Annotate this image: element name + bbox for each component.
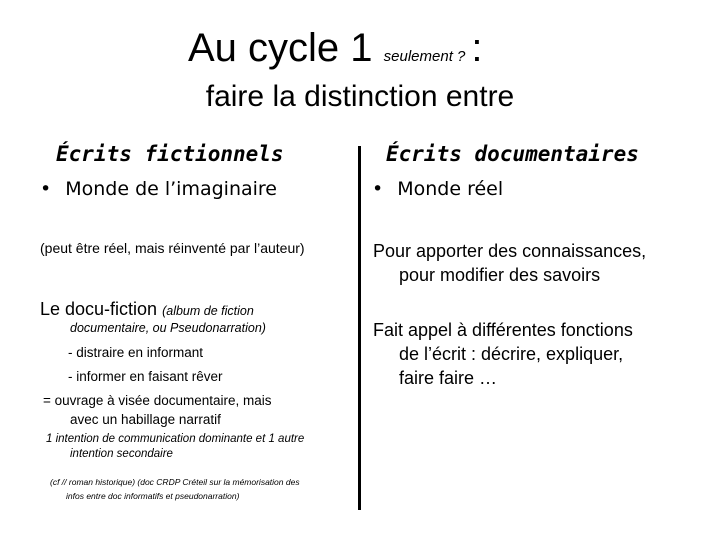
intention-2: intention secondaire: [70, 448, 173, 460]
slide-title: [188, 26, 483, 79]
docu-label: Le docu-fiction: [40, 299, 158, 319]
column-divider: [358, 146, 361, 510]
right-paragraph-2: [373, 318, 703, 390]
intention-1: 1 intention de communication dominante et 1 autre: [46, 433, 305, 445]
right-p2-line1: Fait appel à différentes fonctions: [373, 320, 633, 340]
line-distraire: - distraire en informant: [68, 345, 204, 360]
left-heading: Écrits fictionnels: [56, 142, 284, 166]
line-ouvrage-1: = ouvrage à visée documentaire, mais: [43, 393, 272, 408]
right-p2-line2: de l’écrit : décrire, expliquer,: [399, 344, 624, 364]
left-bullet-text: Monde de l’imaginaire: [65, 178, 277, 200]
left-bullet: [40, 178, 277, 200]
right-p2-line3: faire faire …: [399, 368, 498, 388]
title-colon: :: [471, 26, 483, 70]
line-informer: - informer en faisant rêver: [68, 369, 223, 384]
docu-small-1: (album de fiction: [162, 304, 254, 318]
right-bullet-text: Monde réel: [397, 178, 504, 200]
bullet-icon: •: [372, 178, 384, 200]
bullet-icon: •: [40, 178, 52, 200]
reference-1: (cf // roman historique) (doc CRDP Créteil sur la mémorisation des: [50, 477, 300, 487]
title-main: Au cycle 1: [188, 26, 373, 70]
title-small: seulement ?: [383, 48, 466, 65]
left-paren-note: (peut être réel, mais réinventé par l’auteur): [40, 240, 305, 256]
right-heading: Écrits documentaires: [386, 142, 639, 166]
docu-small-2: documentaire, ou Pseudonarration): [70, 321, 266, 335]
slide-subtitle: faire la distinction entre: [205, 80, 515, 113]
docu-fiction-line: [40, 299, 254, 320]
right-p1-line2: pour modifier des savoirs: [399, 265, 601, 285]
right-paragraph-1: [373, 239, 703, 287]
line-ouvrage-2: avec un habillage narratif: [70, 412, 221, 427]
right-p1-line1: Pour apporter des connaissances,: [373, 241, 647, 261]
reference-2: infos entre doc informatifs et pseudonarration): [66, 491, 240, 501]
right-bullet: [372, 178, 503, 200]
